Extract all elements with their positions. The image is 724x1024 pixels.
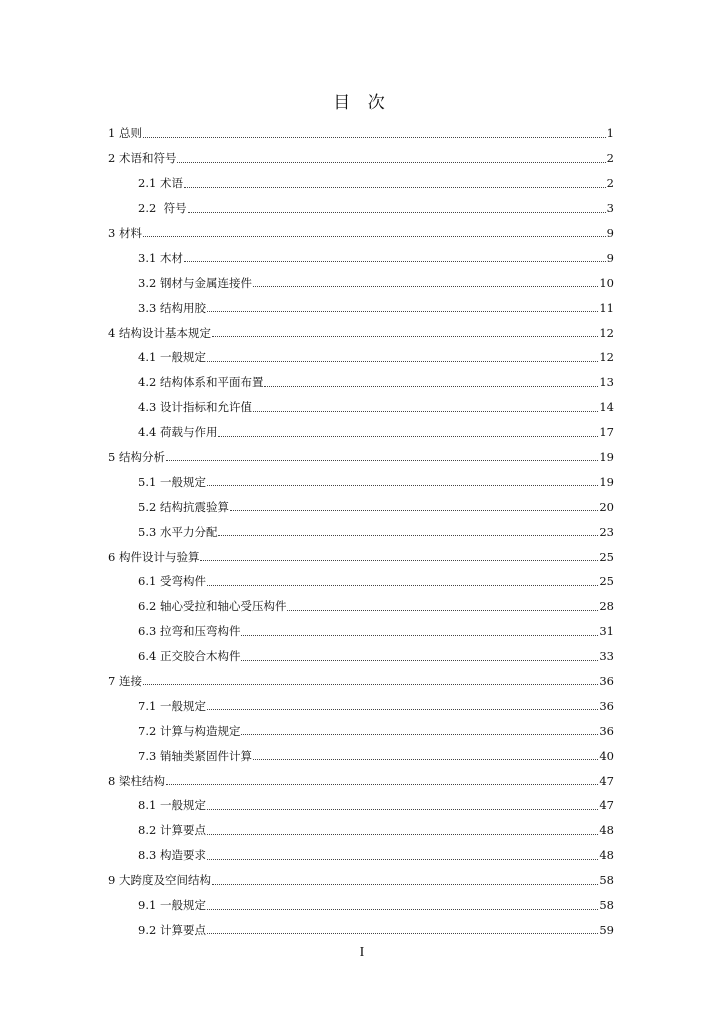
toc-entry[interactable] <box>108 519 614 544</box>
dot-leader <box>207 484 598 486</box>
toc-entry[interactable] <box>108 768 614 793</box>
toc-entry-label: 5.3 水平力分配 <box>138 524 218 539</box>
dot-leader <box>184 260 606 262</box>
toc-entry-page: 11 <box>599 300 614 315</box>
toc-entry-page: 14 <box>599 400 614 415</box>
dot-leader <box>212 883 598 885</box>
dot-leader <box>166 783 598 785</box>
toc-entry-page: 9 <box>606 250 614 265</box>
toc-entry-label: 7 连接 <box>108 674 142 689</box>
toc-entry[interactable] <box>108 868 614 893</box>
dot-leader <box>241 733 598 735</box>
dot-leader <box>207 310 598 312</box>
toc-entry[interactable] <box>108 221 614 246</box>
dot-leader <box>143 136 606 138</box>
toc-entry-label: 8.3 构造要求 <box>138 848 206 863</box>
toc-entry[interactable] <box>108 320 614 345</box>
toc-entry-page: 1 <box>606 126 614 141</box>
toc-entry[interactable] <box>108 843 614 868</box>
dot-leader <box>264 385 598 387</box>
toc-entry-page: 58 <box>599 873 614 888</box>
toc-entry-label: 7.3 销轴类紧固件计算 <box>138 748 252 763</box>
dot-leader <box>184 186 606 188</box>
table-of-contents <box>108 121 614 942</box>
toc-entry-label: 1 总则 <box>108 126 142 141</box>
dot-leader <box>207 808 598 810</box>
dot-leader <box>143 235 606 237</box>
toc-entry-label: 3 材料 <box>108 226 142 240</box>
toc-entry[interactable] <box>108 295 614 320</box>
toc-entry-page: 20 <box>599 499 614 514</box>
dot-leader <box>230 509 598 511</box>
toc-entry-label: 8.2 计算要点 <box>138 823 206 838</box>
dot-leader <box>218 435 598 437</box>
toc-entry-page: 36 <box>599 674 614 689</box>
toc-entry-label: 6.1 受弯构件 <box>138 574 206 589</box>
toc-entry[interactable] <box>108 245 614 270</box>
toc-entry[interactable] <box>108 644 614 669</box>
toc-entry[interactable] <box>108 818 614 843</box>
dot-leader <box>253 410 598 412</box>
toc-entry[interactable] <box>108 669 614 694</box>
toc-entry-label: 5.1 一般规定 <box>138 474 206 489</box>
toc-entry[interactable] <box>108 544 614 569</box>
toc-entry[interactable] <box>108 619 614 644</box>
toc-entry-page: 3 <box>606 201 614 216</box>
dot-leader <box>188 211 606 213</box>
dot-leader <box>207 708 598 710</box>
toc-entry-label: 4.1 一般规定 <box>138 350 206 365</box>
toc-entry-label: 5 结构分析 <box>108 450 165 465</box>
toc-entry-page: 28 <box>599 599 614 614</box>
toc-entry[interactable] <box>108 743 614 768</box>
dot-leader <box>207 908 598 910</box>
toc-entry[interactable] <box>108 146 614 171</box>
dot-leader <box>287 609 598 611</box>
toc-entry-label: 2 术语和符号 <box>108 151 177 166</box>
toc-entry-label: 6.4 正交胶合木构件 <box>138 649 241 664</box>
dot-leader <box>143 683 598 685</box>
toc-entry-label: 3.2 钢材与金属连接件 <box>138 275 252 290</box>
toc-entry[interactable] <box>108 893 614 918</box>
toc-entry-page: 12 <box>599 350 614 365</box>
toc-entry-label: 2.2 符号 <box>138 201 187 216</box>
toc-entry[interactable] <box>108 693 614 718</box>
toc-entry[interactable] <box>108 793 614 818</box>
dot-leader <box>200 559 598 561</box>
toc-entry[interactable] <box>108 569 614 594</box>
dot-leader <box>166 459 598 461</box>
dot-leader <box>241 634 598 636</box>
toc-entry-page: 19 <box>599 474 614 489</box>
dot-leader <box>253 758 598 760</box>
toc-entry-page: 13 <box>599 375 614 390</box>
toc-entry-page: 33 <box>599 649 614 664</box>
dot-leader <box>207 833 598 835</box>
toc-entry-label: 8.1 一般规定 <box>138 798 206 813</box>
toc-entry[interactable] <box>108 395 614 420</box>
toc-entry-label: 9.1 一般规定 <box>138 898 206 913</box>
toc-entry-page: 2 <box>606 176 614 191</box>
toc-entry-label: 7.1 一般规定 <box>138 698 206 713</box>
toc-entry-page: 48 <box>599 848 614 863</box>
toc-entry-page: 23 <box>599 524 614 539</box>
page-number-footer: I <box>359 945 365 960</box>
toc-entry-label: 9 大跨度及空间结构 <box>108 873 211 888</box>
dot-leader <box>253 285 598 287</box>
toc-entry[interactable] <box>108 918 614 943</box>
toc-entry-label: 8 梁柱结构 <box>108 773 165 788</box>
toc-entry-label: 9.2 计算要点 <box>138 922 206 937</box>
toc-entry-label: 7.2 计算与构造规定 <box>138 723 241 738</box>
toc-entry-page: 40 <box>599 748 614 763</box>
dot-leader <box>218 534 598 536</box>
toc-entry-label: 6.3 拉弯和压弯构件 <box>138 624 241 639</box>
toc-entry[interactable] <box>108 469 614 494</box>
toc-entry-page: 25 <box>599 549 614 564</box>
toc-entry-page: 2 <box>606 151 614 166</box>
toc-entry[interactable] <box>108 171 614 196</box>
toc-entry-page: 25 <box>599 574 614 589</box>
toc-entry-page: 12 <box>599 325 614 340</box>
toc-entry-label: 4.4 荷载与作用 <box>138 425 218 440</box>
dot-leader <box>212 335 598 337</box>
toc-entry-label: 4.2 结构体系和平面布置 <box>138 375 264 390</box>
toc-entry[interactable] <box>108 718 614 743</box>
dot-leader <box>177 161 605 163</box>
toc-entry[interactable] <box>108 345 614 370</box>
toc-entry-label: 6 构件设计与验算 <box>108 549 200 564</box>
toc-entry[interactable] <box>108 494 614 519</box>
toc-entry[interactable] <box>108 270 614 295</box>
toc-entry-page: 9 <box>606 226 614 240</box>
toc-entry-page: 58 <box>599 898 614 913</box>
toc-entry-label: 3.3 结构用胶 <box>138 300 206 315</box>
toc-entry-label: 6.2 轴心受拉和轴心受压构件 <box>138 599 287 614</box>
dot-leader <box>207 584 598 586</box>
toc-entry-page: 47 <box>599 773 614 788</box>
toc-entry[interactable] <box>108 420 614 445</box>
toc-entry-page: 17 <box>599 425 614 440</box>
toc-entry-label: 2.1 术语 <box>138 176 183 191</box>
toc-entry-page: 36 <box>599 723 614 738</box>
toc-entry[interactable] <box>108 121 614 146</box>
toc-entry[interactable] <box>108 445 614 470</box>
dot-leader <box>207 360 598 362</box>
toc-entry-page: 36 <box>599 698 614 713</box>
toc-entry-page: 48 <box>599 823 614 838</box>
page-title: 目 次 <box>333 93 391 113</box>
dot-leader <box>207 858 598 860</box>
toc-entry[interactable] <box>108 196 614 221</box>
toc-entry-page: 19 <box>599 450 614 465</box>
toc-entry-page: 31 <box>599 624 614 639</box>
toc-entry-page: 10 <box>599 275 614 290</box>
toc-entry-label: 4 结构设计基本规定 <box>108 325 211 340</box>
dot-leader <box>207 932 598 934</box>
toc-entry-label: 4.3 设计指标和允许值 <box>138 400 252 415</box>
toc-entry-label: 5.2 结构抗震验算 <box>138 499 229 514</box>
toc-entry-page: 59 <box>599 922 614 937</box>
toc-entry[interactable] <box>108 370 614 395</box>
toc-entry-page: 47 <box>599 798 614 813</box>
dot-leader <box>241 659 598 661</box>
toc-entry[interactable] <box>108 594 614 619</box>
toc-entry-label: 3.1 木材 <box>138 250 183 265</box>
